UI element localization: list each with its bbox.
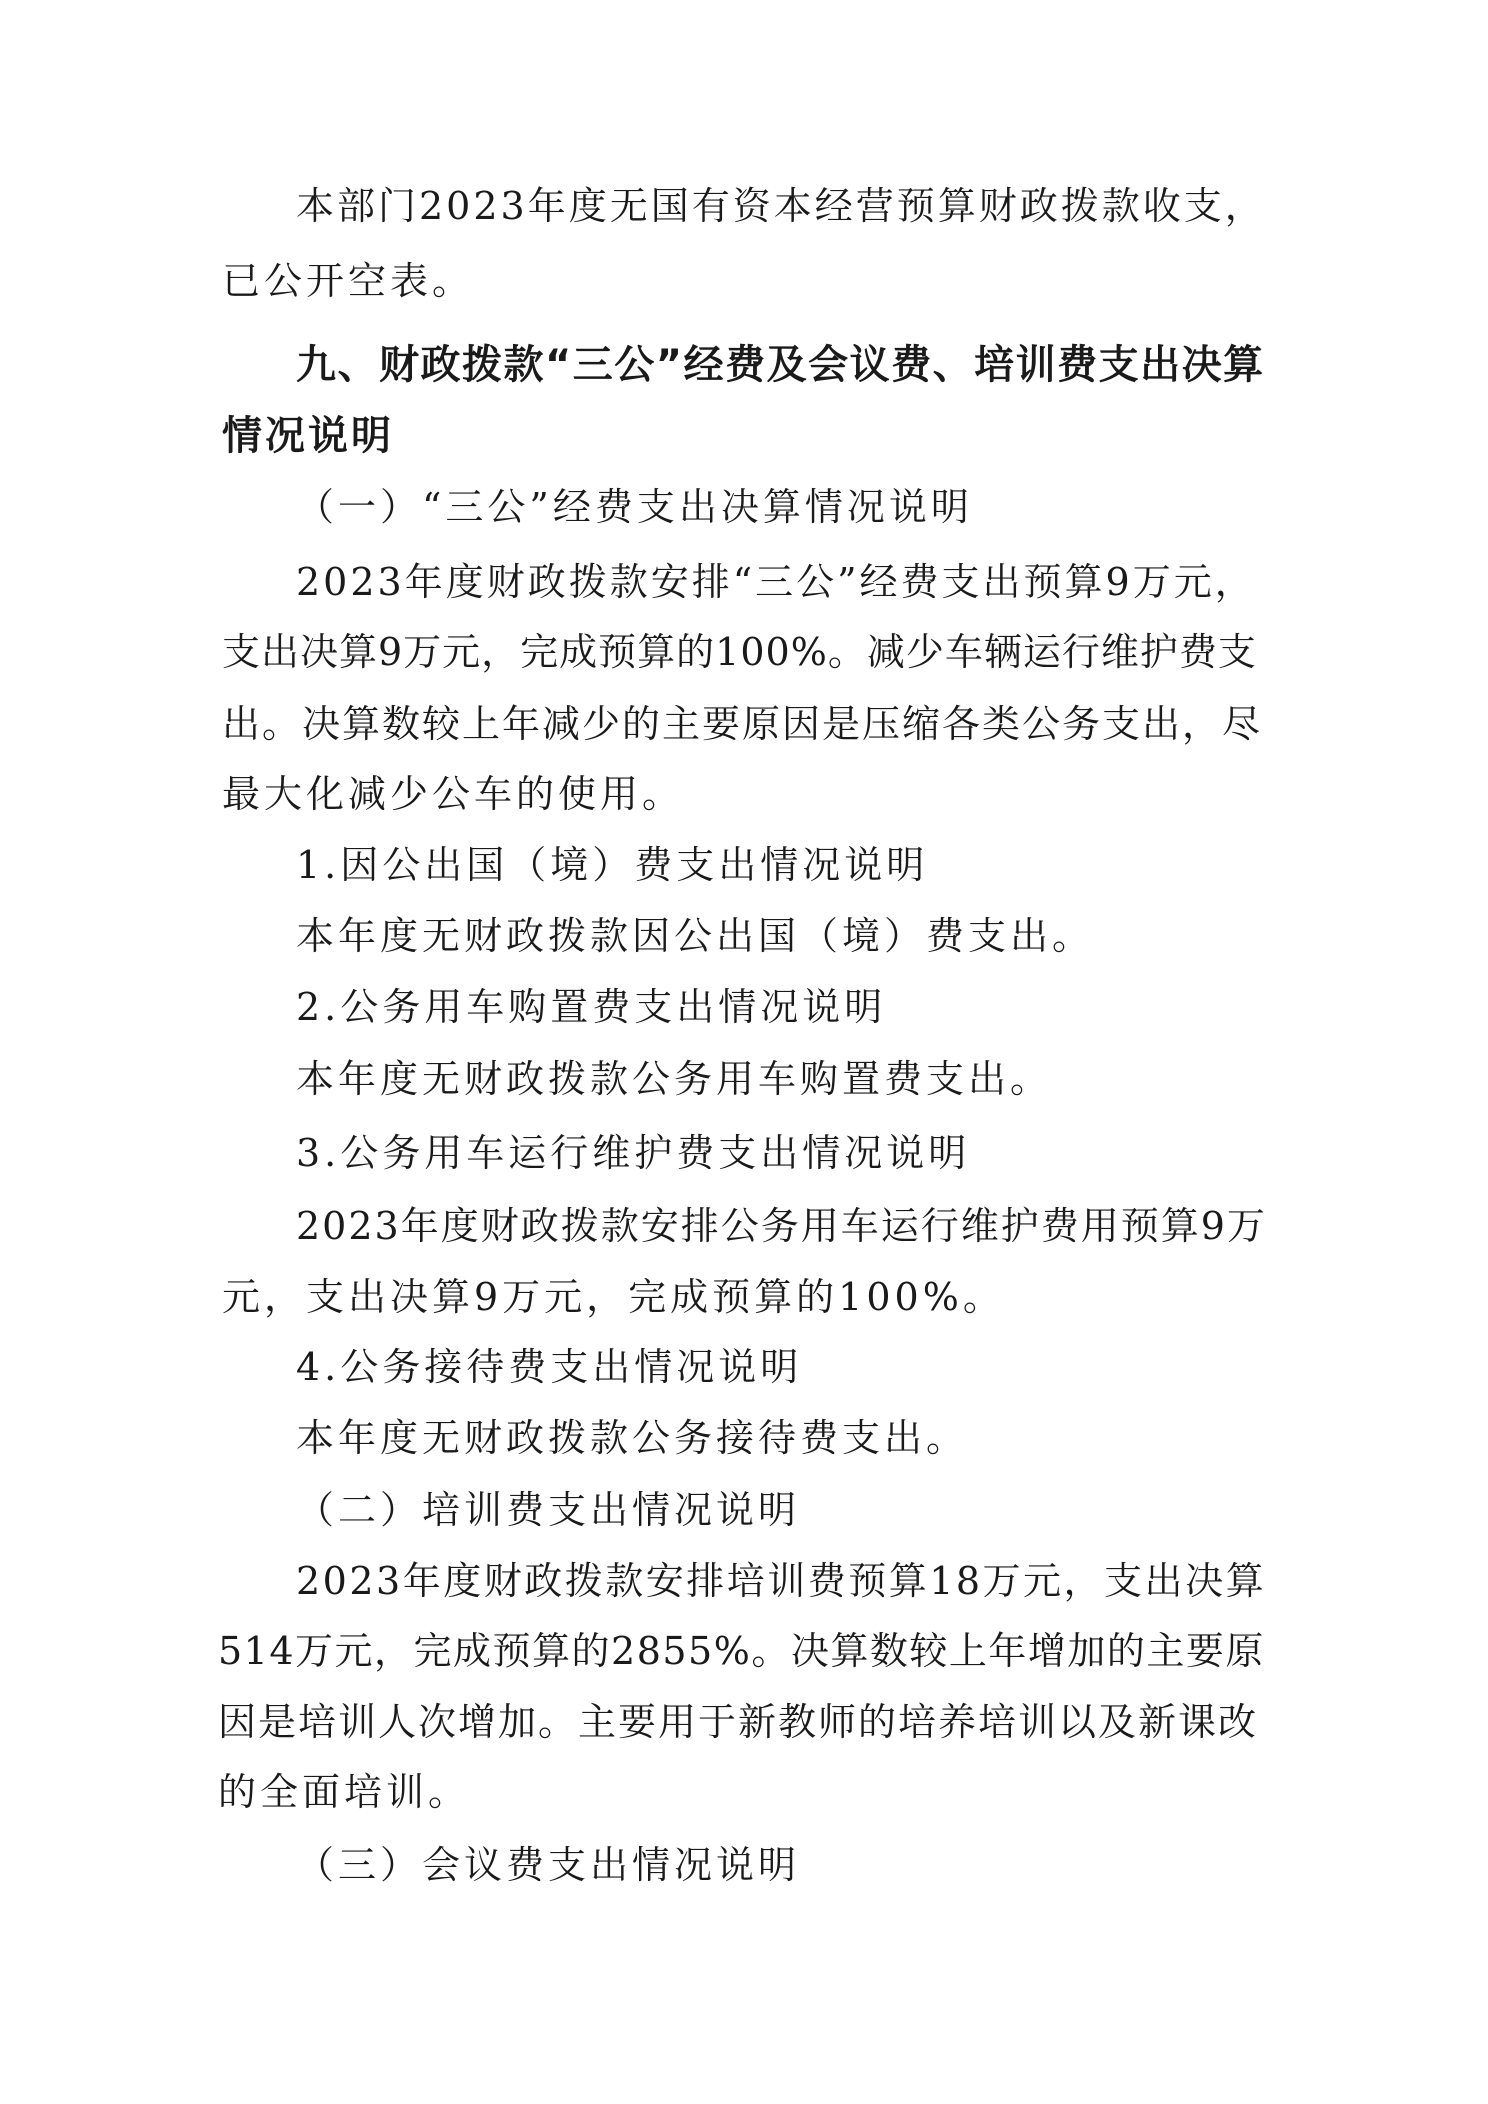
paragraph-line: 514万元，完成预算的2855%。决算数较上年增加的主要原 xyxy=(218,1629,1265,1673)
paragraph-line: 2023年度财政拨款安排公务用车运行维护费用预算9万 xyxy=(296,1204,1267,1248)
paragraph-line: 的全面培训。 xyxy=(218,1770,471,1814)
paragraph-line: 本部门2023年度无国有资本经营预算财政拨款收支， xyxy=(296,184,1266,228)
paragraph-line: 2023年度财政拨款安排“三公”经费支出预算9万元， xyxy=(296,560,1256,604)
section-heading: 情况说明 xyxy=(222,413,394,459)
item-title: 1.因公出国（境）费支出情况说明 xyxy=(296,843,929,887)
paragraph-line: 最大化减少公车的使用。 xyxy=(222,772,685,816)
subsection-title: （一）“三公”经费支出决算情况说明 xyxy=(296,485,973,529)
paragraph-line: 因是培训人次增加。主要用于新教师的培养培训以及新课改 xyxy=(218,1700,1259,1744)
paragraph-line: 元，支出决算9万元，完成预算的100%。 xyxy=(222,1275,1005,1319)
section-heading: 九、财政拨款“三公”经费及会议费、培训费支出决算 xyxy=(296,342,1265,388)
paragraph-line: 本年度无财政拨款公务用车购置费支出。 xyxy=(296,1057,1053,1101)
subsection-title: （三）会议费支出情况说明 xyxy=(296,1843,801,1887)
item-title: 3.公务用车运行维护费支出情况说明 xyxy=(296,1131,971,1175)
item-title: 2.公务用车购置费支出情况说明 xyxy=(296,985,887,1029)
paragraph-line: 支出决算9万元，完成预算的100%。减少车辆运行维护费支 xyxy=(222,630,1257,674)
item-title: 4.公务接待费支出情况说明 xyxy=(296,1345,803,1389)
paragraph-line: 已公开空表。 xyxy=(222,259,475,303)
paragraph-line: 2023年度财政拨款安排培训费预算18万元，支出决算 xyxy=(296,1559,1267,1603)
subsection-title: （二）培训费支出情况说明 xyxy=(296,1488,801,1532)
paragraph-line: 本年度无财政拨款公务接待费支出。 xyxy=(296,1416,969,1460)
paragraph-line: 本年度无财政拨款因公出国（境）费支出。 xyxy=(296,914,1095,958)
paragraph-line: 出。决算数较上年减少的主要原因是压缩各类公务支出，尽 xyxy=(222,702,1263,746)
